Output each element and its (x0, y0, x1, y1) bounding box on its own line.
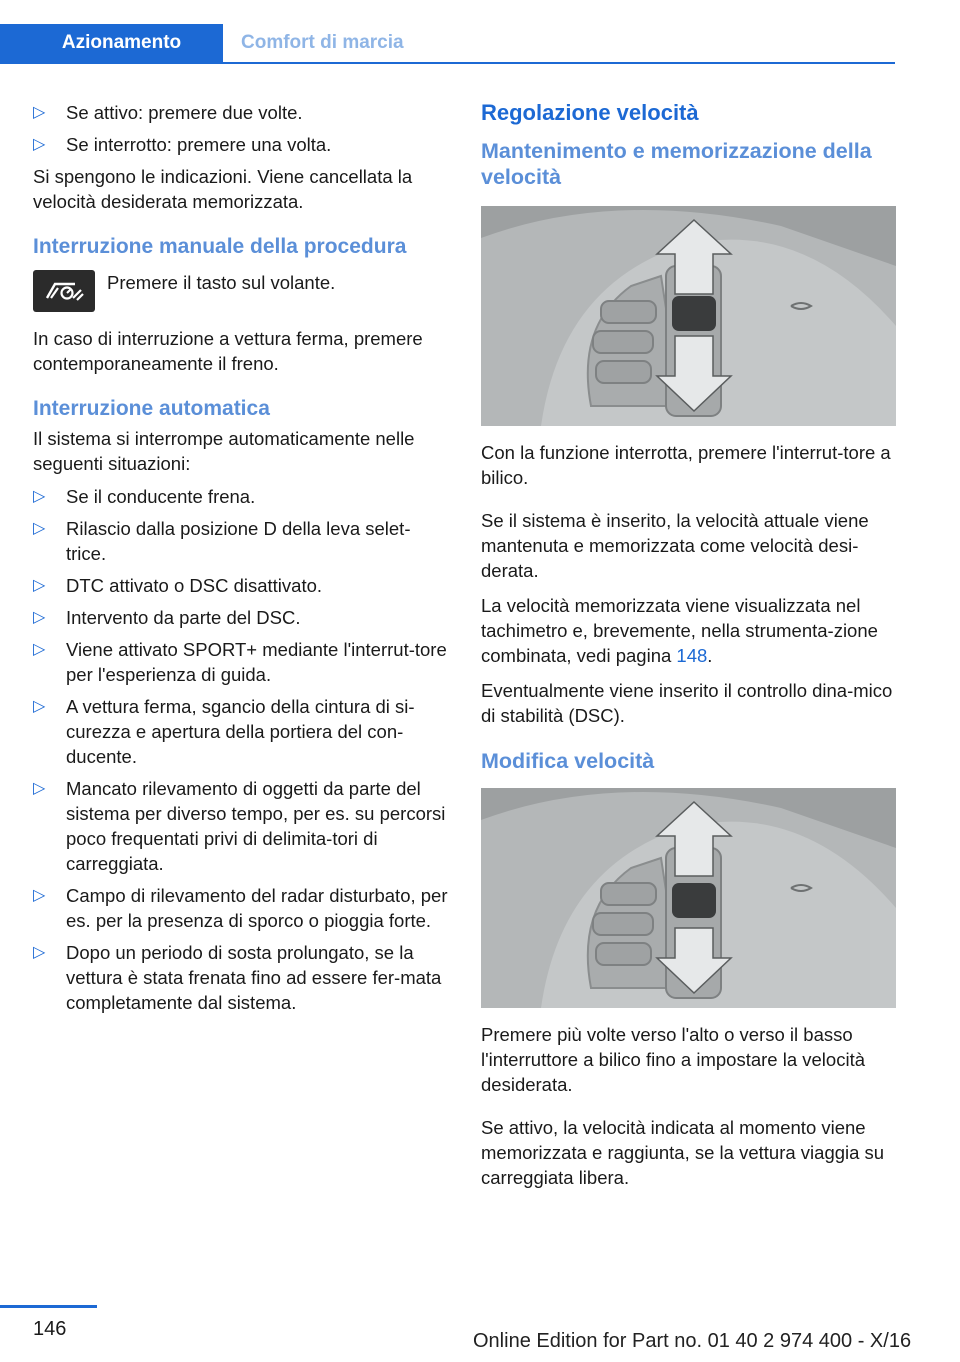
section-heading-speed-control: Regolazione velocità (481, 100, 699, 125)
list-item: ▷ Mancato rilevamento di oggetti da parte del sistema per diverso tempo, per es. su percorsi poco frequentati privi di delimita-tori di carreggiata. (33, 778, 446, 874)
list-item: ▷ Rilascio dalla posizione D della leva selet-trice. (33, 518, 411, 564)
footer-rule (0, 1305, 97, 1308)
subsection-heading-modify: Modifica velocità (481, 749, 655, 773)
top-bullet-list (33, 100, 448, 157)
steering-button-row (33, 270, 448, 312)
paragraph: Se attivo, la velocità indicata al momento viene memorizzata e raggiunta, se la vettura viaggia su carreggiata libera. (481, 1117, 885, 1188)
edition-line: Online Edition for Part no. 01 40 2 974 400 - X/16 (473, 1330, 912, 1352)
triangle-bullet-icon: ▷ (33, 136, 46, 153)
subsection-heading-maintain: Mantenimento e memorizzazione della velocità (481, 139, 872, 189)
section-heading-auto: Interruzione automatica (33, 397, 270, 420)
triangle-bullet-icon: ▷ (33, 780, 46, 797)
paragraph: Premere più volte verso l'alto o verso il basso l'interruttore a bilico fino a impostare la velocità desiderata. (481, 1024, 865, 1095)
list-item: ▷ Campo di rilevamento del radar disturbato, per es. per la presenza di sporco o pioggia forte. (33, 885, 448, 931)
paragraph: Eventualmente viene inserito il controllo dina-mico di stabilità (DSC). (481, 680, 893, 726)
button-instruction: Premere il tasto sul volante. (107, 272, 336, 293)
list-item: ▷ Dopo un periodo di sosta prolungato, se la vettura è stata frenata fino ad essere fer-mata completamente dal sistema. (33, 942, 442, 1013)
paragraph: Se il sistema è inserito, la velocità attuale viene mantenuta e memorizzata come velocità desi-derata. (481, 510, 869, 581)
tab-azionamento[interactable]: Azionamento (0, 24, 223, 62)
header-bar (0, 24, 895, 64)
auto-bullet-list (33, 484, 448, 1015)
list-item: ▷ Se attivo: premere due volte. (33, 102, 303, 123)
list-item: ▷ A vettura ferma, sgancio della cintura di si-curezza e apertura della portiera del con-ducente. (33, 696, 415, 767)
steering-wheel-rocker-figure-1 (481, 206, 896, 426)
list-item: ▷ Intervento da parte del DSC. (33, 607, 301, 628)
right-column (481, 100, 896, 1200)
steering-wheel-rocker-figure-2 (481, 788, 896, 1008)
paragraph: In caso di interruzione a vettura ferma, premere contemporaneamente il freno. (33, 328, 423, 374)
paragraph: Si spengono le indicazioni. Viene cancellata la velocità desiderata memorizzata. (33, 166, 413, 212)
page-number: 146 (33, 1318, 67, 1340)
triangle-bullet-icon: ▷ (33, 609, 46, 626)
paragraph: Il sistema si interrompe automaticamente nelle seguenti situazioni: (33, 428, 415, 474)
list-item: ▷ DTC attivato o DSC disattivato. (33, 575, 323, 596)
section-heading-manual: Interruzione manuale della procedura (33, 235, 407, 258)
paragraph: Con la funzione interrotta, premere l'interrut-tore a bilico. (481, 442, 891, 488)
list-item: ▷ Se interrotto: premere una volta. (33, 134, 332, 155)
paragraph: La velocità memorizzata viene visualizzata nel tachimetro e, brevemente, nella strumenta-zione combinata, vedi pagina 148. (481, 595, 878, 666)
triangle-bullet-icon: ▷ (33, 104, 46, 121)
triangle-bullet-icon: ▷ (33, 577, 46, 594)
triangle-bullet-icon: ▷ (33, 944, 46, 961)
list-item: ▷ Viene attivato SPORT+ mediante l'interrut-tore per l'esperienza di guida. (33, 639, 447, 685)
page-link[interactable]: 148 (676, 645, 708, 666)
triangle-bullet-icon: ▷ (33, 488, 46, 505)
tab-comfort-di-marcia[interactable]: Comfort di marcia (241, 32, 404, 53)
triangle-bullet-icon: ▷ (33, 520, 46, 537)
cruise-control-button-icon (33, 270, 95, 312)
left-column (33, 100, 448, 1022)
list-item: ▷ Se il conducente frena. (33, 486, 256, 507)
triangle-bullet-icon: ▷ (33, 887, 46, 904)
triangle-bullet-icon: ▷ (33, 641, 46, 658)
triangle-bullet-icon: ▷ (33, 698, 46, 715)
